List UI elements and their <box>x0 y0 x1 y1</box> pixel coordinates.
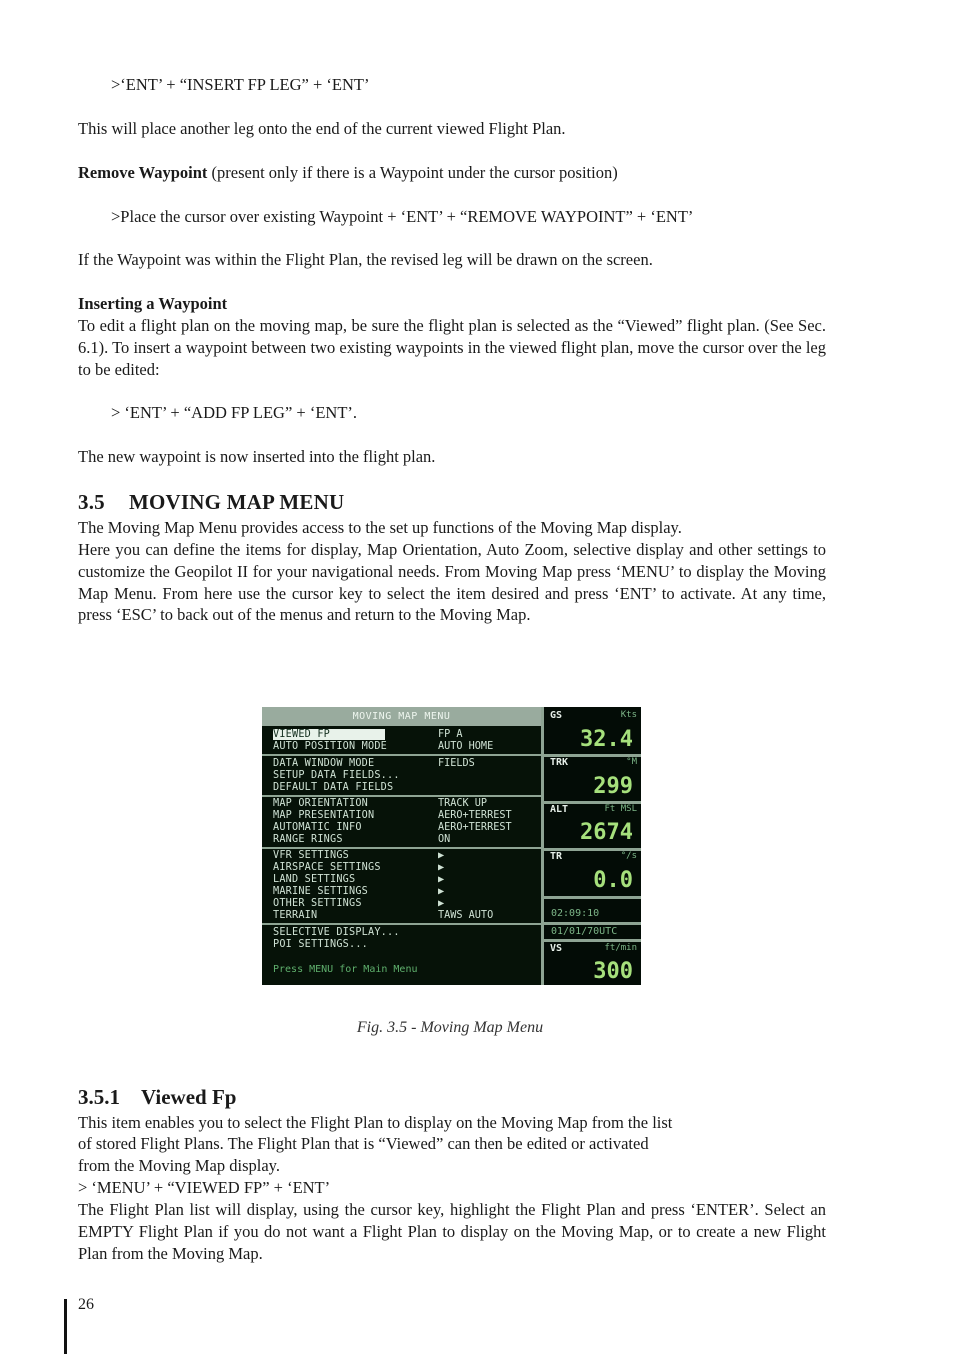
menu-item-setup-data-fields[interactable]: SETUP DATA FIELDS... <box>273 770 400 781</box>
instruction-insert-fp-leg: >‘ENT’ + “INSERT FP LEG” + ‘ENT’ <box>111 75 370 94</box>
moving-map-menu-screenshot <box>262 707 641 985</box>
menu-item-marine-settings[interactable]: MARINE SETTINGS <box>273 886 369 897</box>
submenu-arrow-icon: ▶ <box>438 874 445 885</box>
menu-item-automatic-info[interactable]: AUTOMATIC INFO <box>273 822 362 833</box>
menu-item-auto-position[interactable]: AUTO POSITION MODE <box>273 741 388 752</box>
gs-label: GS <box>550 710 563 721</box>
gs-unit: Kts <box>620 710 637 720</box>
menu-value-automatic-info: AERO+TERREST <box>438 822 512 833</box>
trk-value: 299 <box>593 774 633 799</box>
remove-waypoint-heading: Remove Waypoint <box>78 163 208 182</box>
alt-unit: Ft MSL <box>604 804 637 814</box>
menu-value-data-window-mode: FIELDS <box>438 758 475 769</box>
menu-item-map-orientation[interactable]: MAP ORIENTATION <box>273 798 369 809</box>
menu-item-terrain[interactable]: TERRAIN <box>273 910 318 921</box>
gs-value: 32.4 <box>580 727 633 752</box>
menu-value-terrain: TAWS AUTO <box>438 910 494 921</box>
tr-value: 0.0 <box>593 868 633 893</box>
alt-label: ALT <box>550 804 569 815</box>
section-heading-3-5-1: 3.5.1 Viewed Fp <box>78 1085 237 1109</box>
vs-label: VS <box>550 943 563 954</box>
alt-value: 2674 <box>580 820 633 845</box>
menu-footer-hint: Press MENU for Main Menu <box>273 964 418 975</box>
paragraph-remove-waypoint <box>78 162 826 184</box>
figure-caption: Fig. 3.5 - Moving Map Menu <box>356 1019 544 1036</box>
instruction-add-fp-leg: > ‘ENT’ + “ADD FP LEG” + ‘ENT’. <box>111 403 358 422</box>
page-number: 26 <box>78 1296 94 1313</box>
tr-label: TR <box>550 851 563 862</box>
menu-item-selective-display[interactable]: SELECTIVE DISPLAY... <box>273 927 400 938</box>
menu-item-airspace-settings[interactable]: AIRSPACE SETTINGS <box>273 862 381 873</box>
data-divider <box>544 939 641 942</box>
data-divider <box>544 896 641 899</box>
menu-item-data-window-mode[interactable]: DATA WINDOW MODE <box>273 758 375 769</box>
submenu-arrow-icon: ▶ <box>438 886 445 897</box>
menu-value-map-orientation: TRACK UP <box>438 798 488 809</box>
section-3-5-1-instruction: > ‘MENU’ + “VIEWED FP” + ‘ENT’ <box>78 1178 331 1197</box>
menu-title: MOVING MAP MENU <box>262 707 541 726</box>
vs-value: 300 <box>593 959 633 984</box>
submenu-arrow-icon: ▶ <box>438 862 445 873</box>
trk-unit: °M <box>626 757 637 767</box>
menu-item-poi-settings[interactable]: POI SETTINGS... <box>273 939 369 950</box>
menu-value-viewed-fp: FP A <box>438 729 463 740</box>
section-heading-3-5: 3.5 MOVING MAP MENU <box>78 490 345 514</box>
menu-value-range-rings: ON <box>438 834 451 845</box>
instruction-remove-waypoint: >Place the cursor over existing Waypoint + ‘ENT’ + “REMOVE WAYPOINT” + ‘ENT’ <box>111 207 694 226</box>
menu-divider <box>262 923 541 925</box>
inserting-waypoint-heading: Inserting a Waypoint <box>78 294 228 313</box>
date-readout: 01/01/70UTC <box>551 926 618 937</box>
paragraph-insert-leg-result: This will place another leg onto the end of the current viewed Flight Plan. <box>78 119 566 138</box>
menu-item-vfr-settings[interactable]: VFR SETTINGS <box>273 850 350 861</box>
paragraph-waypoint-inserted: The new waypoint is now inserted into the flight plan. <box>78 447 436 466</box>
menu-item-default-data-fields[interactable]: DEFAULT DATA FIELDS <box>273 782 394 793</box>
menu-item-other-settings[interactable]: OTHER SETTINGS <box>273 898 362 909</box>
trk-label: TRK <box>550 757 569 768</box>
submenu-arrow-icon: ▶ <box>438 898 445 909</box>
menu-divider <box>262 754 541 756</box>
section-3-5-body: Here you can define the items for display, Map Orientation, Auto Zoom, selective display and other settings to customize the Geopilot II for your navigational needs. From Moving Map press ‘MENU’ to display the Moving Map Menu. From here use the cursor key to select the item desired and press ‘ENT’ to activate. At any time, press ‘ESC’ to back out of the menus and return to the Moving Map. <box>78 540 826 625</box>
section-3-5-1-body: The Flight Plan list will display, using the cursor key, highlight the Flight Plan and press ‘ENTER’. Select an EMPTY Flight Plan if you do not want a Flight Plan to display on the Moving Map, or to create a new Flight Plan from the Moving Map. <box>78 1200 826 1263</box>
page-margin-bar <box>64 1299 67 1354</box>
menu-item-viewed-fp[interactable]: VIEWED FP <box>273 729 385 740</box>
section-3-5-1-line-1: This item enables you to select the Flight Plan to display on the Moving Map from the list <box>78 1113 673 1132</box>
menu-item-range-rings[interactable]: RANGE RINGS <box>273 834 343 845</box>
menu-item-map-presentation[interactable]: MAP PRESENTATION <box>273 810 375 821</box>
menu-divider <box>262 847 541 849</box>
paragraph-inserting-waypoint: To edit a flight plan on the moving map, be sure the flight plan is selected as the “Viewed” flight plan. (See Sec. 6.1). To insert a waypoint between two existing waypoints in the viewed flight plan, move the cursor over the leg to be edited: <box>78 316 826 379</box>
remove-waypoint-note: (present only if there is a Waypoint under the cursor position) <box>207 163 618 182</box>
vs-unit: ft/min <box>604 943 637 953</box>
menu-value-auto-position: AUTO HOME <box>438 741 494 752</box>
tr-unit: °/s <box>620 851 637 861</box>
section-3-5-intro: The Moving Map Menu provides access to the set up functions of the Moving Map display. <box>78 518 682 537</box>
menu-divider <box>262 795 541 797</box>
menu-panel <box>262 707 544 985</box>
data-fields-panel <box>544 707 641 985</box>
submenu-arrow-icon: ▶ <box>438 850 445 861</box>
time-readout: 02:09:10 <box>551 908 600 919</box>
data-divider <box>544 922 641 925</box>
section-3-5-1-line-3: from the Moving Map display. <box>78 1156 280 1175</box>
menu-item-land-settings[interactable]: LAND SETTINGS <box>273 874 356 885</box>
menu-value-map-presentation: AERO+TERREST <box>438 810 512 821</box>
paragraph-remove-result: If the Waypoint was within the Flight Plan, the revised leg will be drawn on the screen. <box>78 250 653 269</box>
section-3-5-1-line-2: of stored Flight Plans. The Flight Plan that is “Viewed” can then be edited or activated <box>78 1134 649 1153</box>
